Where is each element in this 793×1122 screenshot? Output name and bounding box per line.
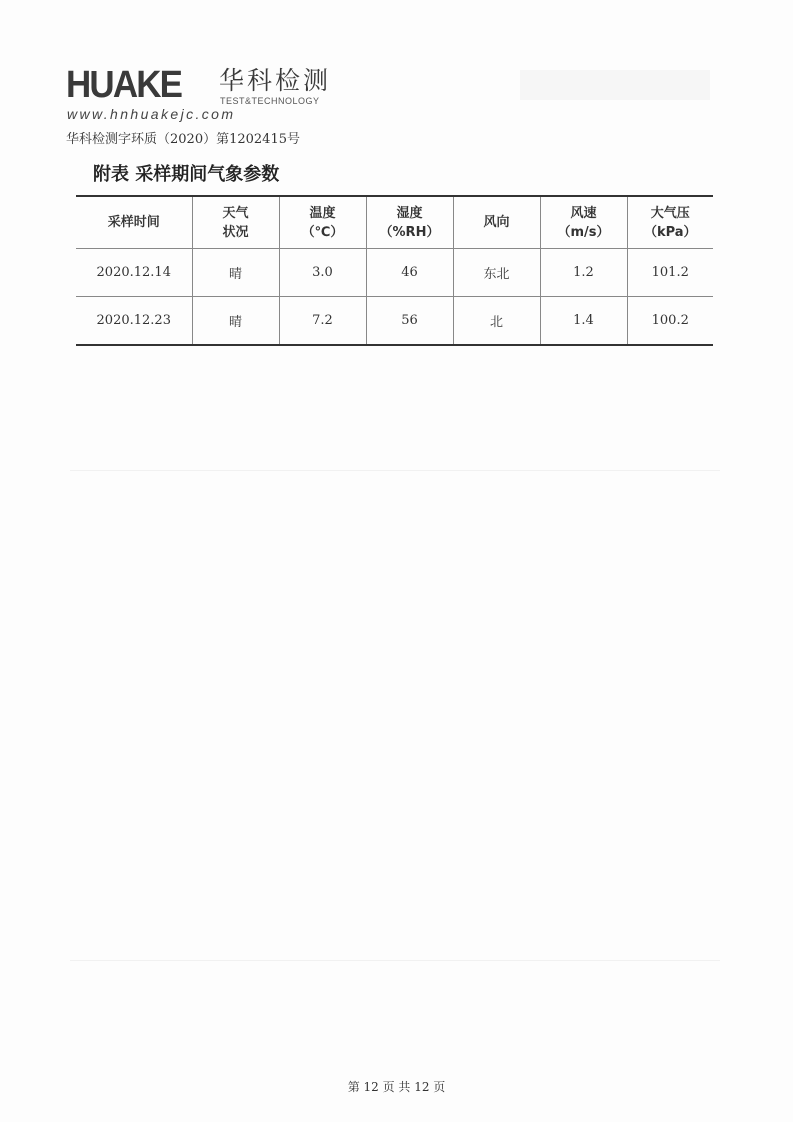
cell-date: 2020.12.23 (76, 297, 192, 346)
cell-wind-direction: 东北 (453, 249, 540, 297)
logo-tagline: TEST&TECHNOLOGY (220, 96, 320, 106)
cell-humidity: 56 (366, 297, 453, 346)
cell-weather: 晴 (192, 297, 279, 346)
header-weather: 天气 状况 (192, 196, 279, 249)
cell-wind-speed: 1.4 (540, 297, 627, 346)
company-website: www.hnhuakejc.com (67, 106, 236, 122)
table-header-row (76, 196, 713, 249)
weather-parameters-table (76, 195, 713, 346)
bleed-through-mark (70, 960, 720, 961)
logo-mark: HUAKE (66, 64, 182, 106)
table-row (76, 297, 713, 346)
header-pressure: 大气压 （kPa） (627, 196, 713, 249)
header-temperature: 温度 （℃） (279, 196, 366, 249)
cell-humidity: 46 (366, 249, 453, 297)
cell-weather: 晴 (192, 249, 279, 297)
cell-wind-direction: 北 (453, 297, 540, 346)
header-wind-speed: 风速 （m/s） (540, 196, 627, 249)
table-row (76, 249, 713, 297)
logo-chinese-name: 华科检测 (219, 66, 332, 95)
header-humidity: 湿度 （%RH） (366, 196, 453, 249)
cell-date: 2020.12.14 (76, 249, 192, 297)
section-title: 附表 采样期间气象参数 (93, 164, 280, 185)
cell-pressure: 100.2 (627, 297, 713, 346)
cell-temperature: 3.0 (279, 249, 366, 297)
bleed-through-mark (70, 470, 720, 471)
cell-wind-speed: 1.2 (540, 249, 627, 297)
cell-temperature: 7.2 (279, 297, 366, 346)
header-sampling-time: 采样时间 (107, 215, 160, 230)
page-footer: 第 12 页 共 12 页 (347, 1080, 446, 1094)
bleed-through-mark (520, 70, 710, 100)
cell-pressure: 101.2 (627, 249, 713, 297)
header-wind-direction: 风向 (453, 196, 540, 249)
report-number: 华科检测字环质（2020）第1202415号 (66, 132, 300, 147)
